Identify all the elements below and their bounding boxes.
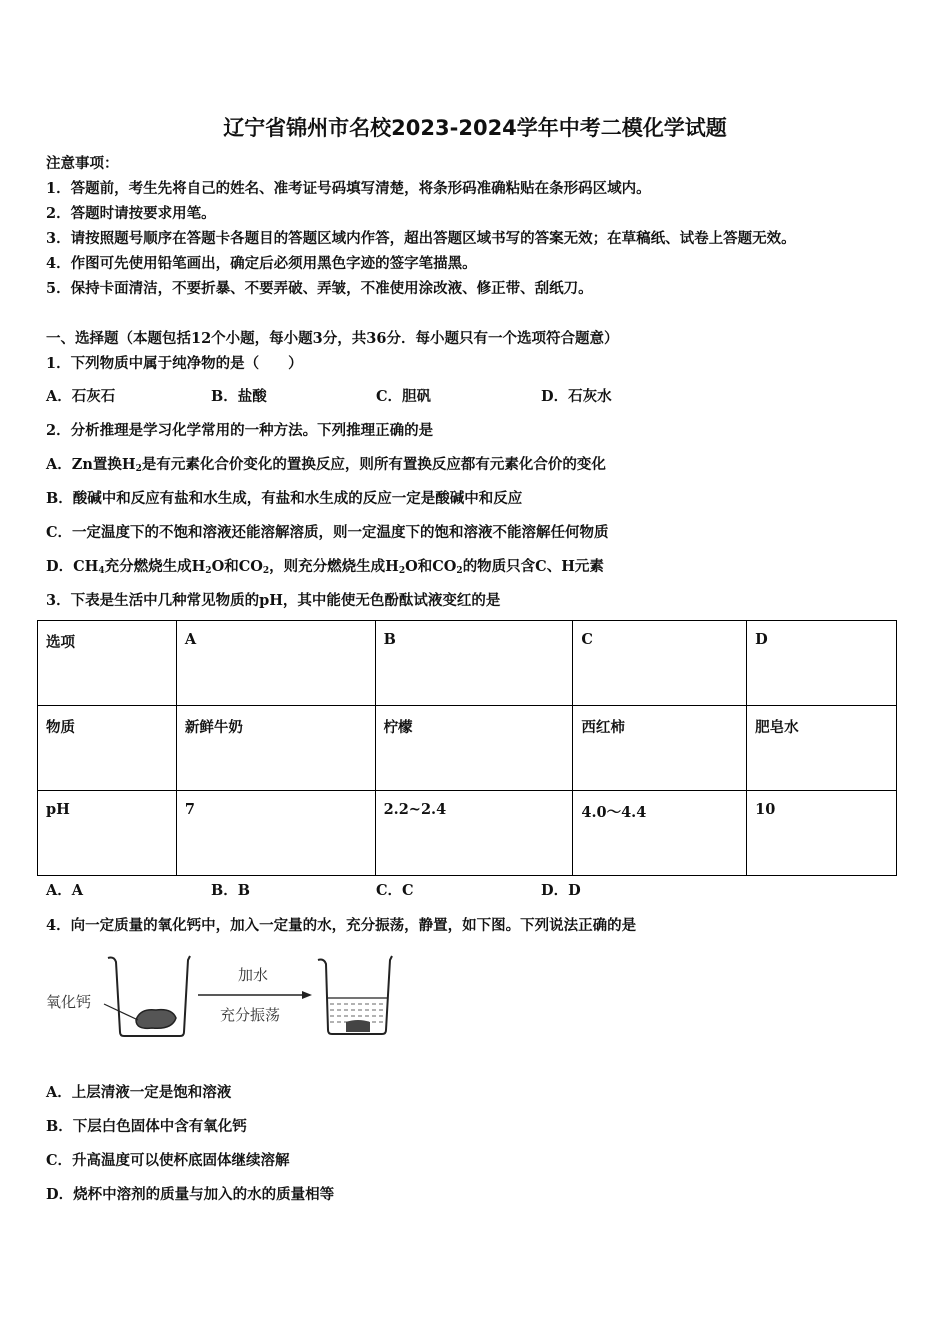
- label-add-water: 加水: [238, 966, 269, 984]
- table-cell: 2.2~2.4: [375, 791, 573, 876]
- q1-option-c: C．胆矾: [376, 388, 432, 405]
- q4-option-a: A．上层清液一定是饱和溶液: [46, 1084, 232, 1101]
- q3-option-a: A．A: [46, 882, 84, 899]
- page-title: 辽宁省锦州市名校2023-2024学年中考二模化学试题: [223, 116, 727, 140]
- q2-option-d: D．$CH_4$充分燃烧生成$H_2O$和$CO_2$，则充分燃烧生成$H_2O$和$CO_2$的物质只含C、H元素: [46, 558, 604, 576]
- q3-option-c: C．C: [376, 882, 414, 899]
- notice-item: 5．保持卡面清洁，不要折暴、不要弄破、弄皱，不准使用涂改液、修正带、刮纸刀。: [46, 280, 593, 297]
- table-cell: 4.0～4.4: [573, 791, 747, 876]
- notice-item: 1．答题前，考生先将自己的姓名、准考证号码填写清楚，将条形码准确粘贴在条形码区域内。: [46, 180, 651, 197]
- question-4-stem: 4．向一定质量的氧化钙中，加入一定量的水，充分振荡，静置，如下图。下列说法正确的是: [46, 917, 637, 934]
- beaker-right-icon: [318, 956, 392, 1034]
- arrow-right-icon: [198, 991, 312, 999]
- table-cell: 选项: [38, 621, 177, 706]
- table-cell: 柠檬: [375, 706, 573, 791]
- question-2-stem: 2．分析推理是学习化学常用的一种方法。下列推理正确的是: [46, 422, 434, 439]
- table-cell: B: [375, 621, 573, 706]
- section-heading: 一、选择题（本题包括12个小题，每小题3分，共36分．每小题只有一个选项符合题意）: [46, 330, 619, 347]
- table-cell: 新鲜牛奶: [176, 706, 375, 791]
- q1-option-d: D．石灰水: [541, 388, 612, 405]
- q1-option-b: B．盐酸: [211, 388, 267, 405]
- table-cell: 物质: [38, 706, 177, 791]
- q4-option-d: D．烧杯中溶剂的质量与加入的水的质量相等: [46, 1186, 335, 1203]
- table-cell: 西红柿: [573, 706, 747, 791]
- beaker-figure: [40, 950, 410, 1050]
- q3-option-b: B．B: [211, 882, 251, 899]
- table-cell: C: [573, 621, 747, 706]
- q2-option-c: C．一定温度下的不饱和溶液还能溶解溶质，则一定温度下的饱和溶液不能溶解任何物质: [46, 524, 609, 541]
- q4-option-c: C．升高温度可以使杯底固体继续溶解: [46, 1152, 290, 1169]
- notice-item: 4．作图可先使用铅笔画出，确定后必须用黑色字迹的签字笔描黑。: [46, 255, 477, 272]
- sediment-icon: [346, 1020, 370, 1032]
- q2-option-a: A．Zn置换$H_2$是有元素化合价变化的置换反应，则所有置换反应都有元素化合价的变化: [46, 456, 606, 474]
- table-cell: 肥皂水: [747, 706, 897, 791]
- table-row: [38, 621, 897, 706]
- question-3-stem: 3．下表是生活中几种常见物质的pH，其中能使无色酚酞试液变红的是: [46, 592, 501, 609]
- table-cell: A: [176, 621, 375, 706]
- beaker-left-icon: [108, 956, 190, 1036]
- leader-line: [104, 1004, 138, 1020]
- q3-option-d: D．D: [541, 882, 581, 899]
- table-cell: 10: [747, 791, 897, 876]
- label-shake: 充分振荡: [220, 1006, 281, 1024]
- ph-table: [37, 620, 897, 876]
- calcium-oxide-solid-icon: [136, 1010, 176, 1029]
- table-row: [38, 706, 897, 791]
- table-cell: D: [747, 621, 897, 706]
- q1-option-a: A．石灰石: [46, 388, 116, 405]
- q2-option-b: B．酸碱中和反应有盐和水生成，有盐和水生成的反应一定是酸碱中和反应: [46, 490, 523, 507]
- notice-heading: 注意事项：: [46, 155, 119, 172]
- notice-item: 2．答题时请按要求用笔。: [46, 205, 216, 222]
- notice-item: 3．请按照题号顺序在答题卡各题目的答题区域内作答，超出答题区域书写的答案无效；在草稿纸、试卷上答题无效。: [46, 230, 796, 247]
- table-cell: 7: [176, 791, 375, 876]
- q4-option-b: B．下层白色固体中含有氧化钙: [46, 1118, 247, 1135]
- table-cell: pH: [38, 791, 177, 876]
- label-calcium-oxide: 氧化钙: [46, 993, 92, 1011]
- question-1-stem: 1．下列物质中属于纯净物的是（ ）: [46, 355, 303, 372]
- table-row: [38, 791, 897, 876]
